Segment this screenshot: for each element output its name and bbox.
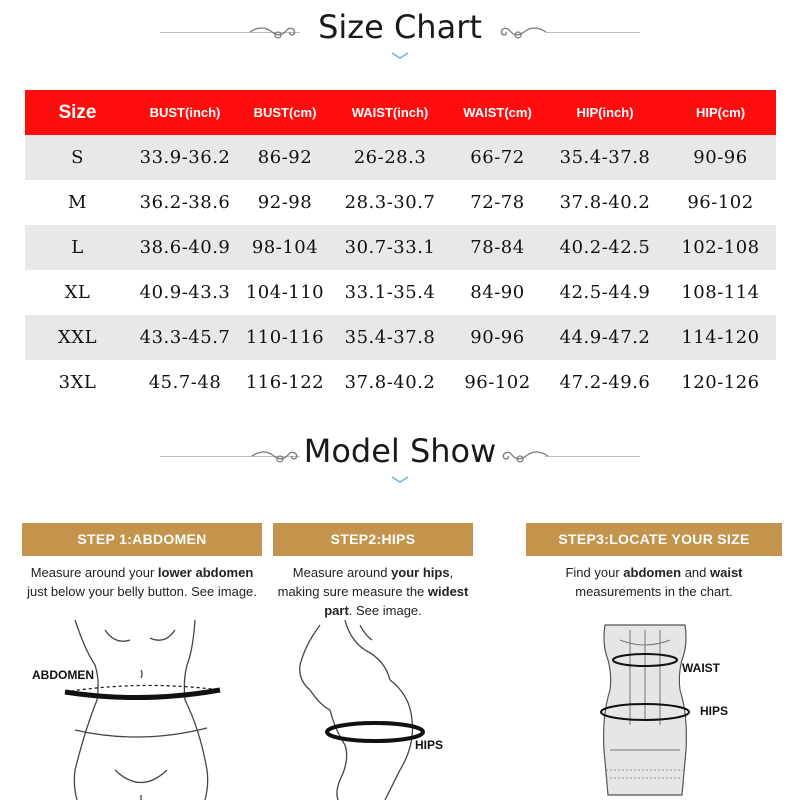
table-cell: 102-108 <box>665 225 776 270</box>
table-cell: 40.9-43.3 <box>139 282 231 303</box>
size-cell: 3XL <box>58 372 97 393</box>
table-cell: 40.2-42.5 <box>545 225 665 270</box>
step-1-description: Measure around your lower abdomen just below your belly button. See image. <box>27 565 257 599</box>
abdomen-label: ABDOMEN <box>32 668 94 682</box>
table-header-row <box>25 90 776 135</box>
table-cell: 44.9-47.2 <box>545 315 665 360</box>
header-rule-right <box>545 456 640 457</box>
table-row <box>25 360 776 405</box>
table-row <box>25 135 776 180</box>
table-cell: 66-72 <box>450 135 545 180</box>
step-3-description: Find your abdomen and waist measurements in the chart. <box>565 565 743 599</box>
table-cell: 84-90 <box>470 282 525 303</box>
step-2-panel <box>273 523 473 620</box>
table-row <box>25 225 776 270</box>
caret-down-icon <box>390 52 410 60</box>
table-cell: 43.3-45.7 <box>130 315 240 360</box>
abdomen-illustration <box>55 620 230 800</box>
col-header: HIP(inch) <box>545 90 665 135</box>
ornament-right-icon <box>498 22 548 42</box>
caret-down-icon <box>390 476 410 484</box>
step-1-panel <box>22 523 262 601</box>
table-cell: 35.4-37.8 <box>545 135 665 180</box>
hips-label: HIPS <box>415 738 444 752</box>
table-cell: 37.8-40.2 <box>559 192 651 213</box>
table-cell: 98-104 <box>240 225 330 270</box>
table-cell: 86-92 <box>240 135 330 180</box>
table-cell: 33.9-36.2 <box>130 135 240 180</box>
size-cell: XXL <box>25 315 130 360</box>
col-header: WAIST(cm) <box>450 90 545 135</box>
table-cell: 72-78 <box>470 192 525 213</box>
table-cell: 42.5-44.9 <box>559 282 651 303</box>
shapewear-illustration <box>590 620 700 800</box>
header-rule-right <box>545 32 640 33</box>
table-cell: 33.1-35.4 <box>344 282 436 303</box>
size-cell: L <box>25 225 130 270</box>
size-chart-title: Size Chart <box>318 8 482 46</box>
table-cell: 26-28.3 <box>330 135 450 180</box>
table-row <box>25 315 776 360</box>
size-cell: M <box>68 192 87 213</box>
hips-label-step3: HIPS <box>700 704 729 718</box>
step-1-banner: STEP 1:ABDOMEN <box>22 523 262 556</box>
table-cell: 47.2-49.6 <box>559 372 651 393</box>
table-cell: 90-96 <box>450 315 545 360</box>
table-cell: 120-126 <box>681 372 760 393</box>
step-2-banner: STEP2:HIPS <box>273 523 473 556</box>
table-cell: 30.7-33.1 <box>330 225 450 270</box>
table-cell: 108-114 <box>681 282 760 303</box>
table-cell: 37.8-40.2 <box>344 372 436 393</box>
table-cell: 28.3-30.7 <box>344 192 436 213</box>
step-3-panel <box>526 523 782 601</box>
table-cell: 116-122 <box>245 372 325 393</box>
col-header: Size <box>25 90 130 135</box>
table-cell: 36.2-38.6 <box>139 192 231 213</box>
table-cell: 96-102 <box>464 372 531 393</box>
hips-illustration <box>290 620 440 800</box>
table-cell: 78-84 <box>450 225 545 270</box>
table-row <box>25 180 776 225</box>
waist-label: WAIST <box>682 661 720 675</box>
table-cell: 110-116 <box>240 315 330 360</box>
size-chart-header <box>0 8 800 58</box>
step-3-banner: STEP3:LOCATE YOUR SIZE <box>526 523 782 556</box>
ornament-right-icon <box>500 446 550 466</box>
table-cell: 104-110 <box>245 282 325 303</box>
table-cell: 45.7-48 <box>148 372 222 393</box>
table-cell: 38.6-40.9 <box>130 225 240 270</box>
size-table <box>25 90 776 405</box>
col-header: BUST(cm) <box>240 90 330 135</box>
col-header: BUST(inch) <box>130 90 240 135</box>
step-2-description: Measure around your hips, making sure measure the widest part. See image. <box>277 565 469 618</box>
table-cell: 114-120 <box>665 315 776 360</box>
table-cell: 90-96 <box>665 135 776 180</box>
size-cell: S <box>25 135 130 180</box>
table-cell: 96-102 <box>687 192 754 213</box>
col-header: WAIST(inch) <box>330 90 450 135</box>
model-show-title: Model Show <box>303 432 497 470</box>
model-show-header <box>0 432 800 482</box>
table-cell: 92-98 <box>257 192 313 213</box>
table-cell: 35.4-37.8 <box>330 315 450 360</box>
table-row <box>25 270 776 315</box>
size-cell: XL <box>64 282 91 303</box>
col-header: HIP(cm) <box>665 90 776 135</box>
